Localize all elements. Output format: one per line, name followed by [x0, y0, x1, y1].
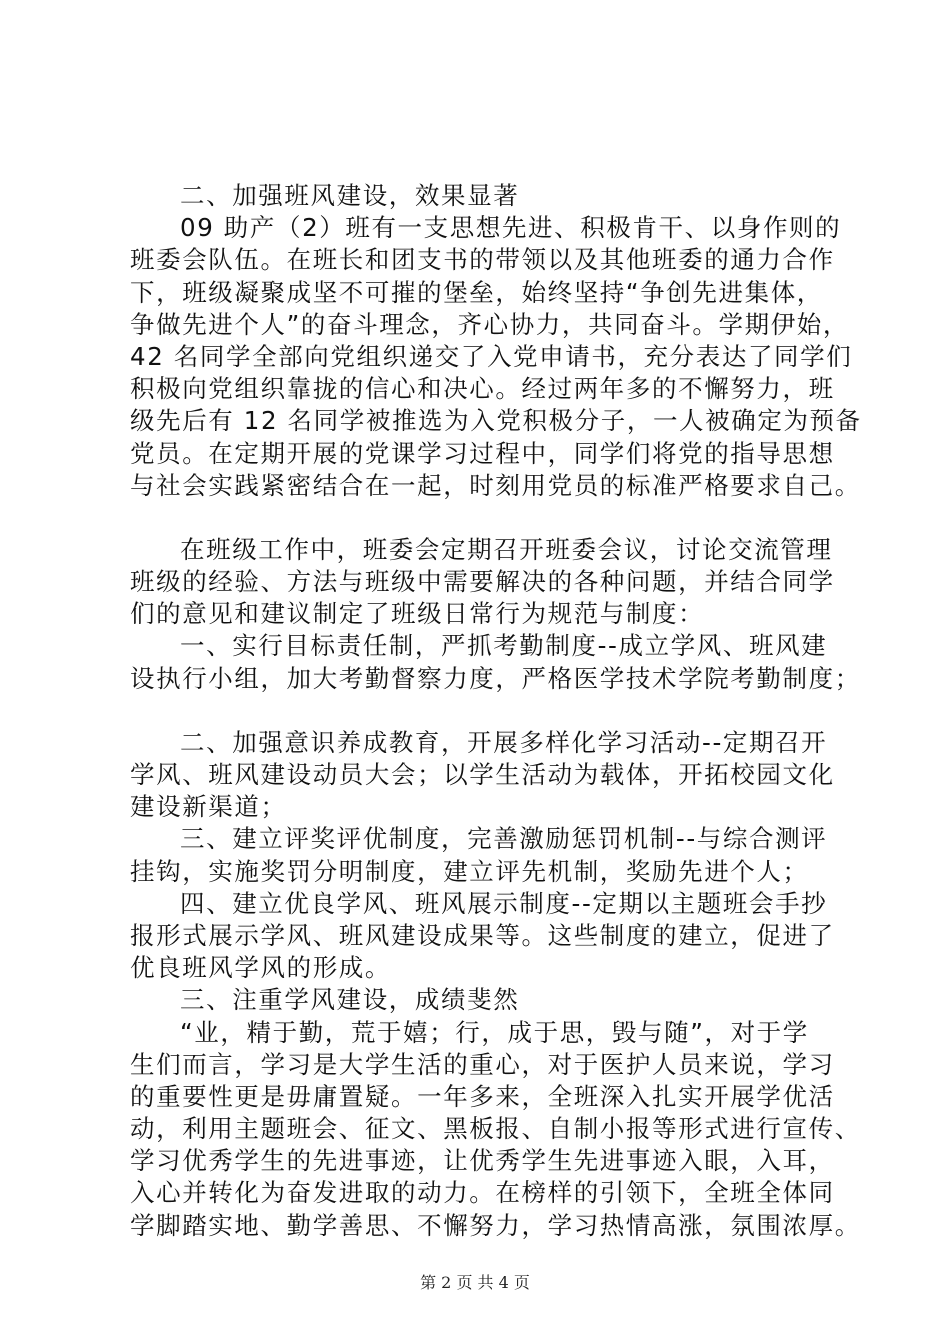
paragraph-line: 班委会队伍。在班长和团支书的带领以及其他班委的通力合作 [130, 245, 835, 275]
paragraph-line: 级先后有 12 名同学被推选为入党积极分子，一人被确定为预备 [130, 406, 862, 436]
paragraph-line: 42 名同学全部向党组织递交了入党申请书，充分表达了同学们 [130, 341, 853, 371]
list-item-line: 建设新渠道； [130, 792, 287, 822]
list-item-line: 设执行小组，加大考勤督察力度，严格医学技术学院考勤制度； [130, 663, 861, 693]
list-item-line: 学风、班风建设动员大会；以学生活动为载体，开拓校园文化 [130, 760, 835, 789]
paragraph-line: “业，精于勤，荒于嬉；行，成于思，毁与随”，对于学 [180, 1017, 809, 1047]
paragraph-line: 动，利用主题班会、征文、黑板报、自制小报等形式进行宣传、 [130, 1114, 861, 1144]
paragraph-line: 争做先进个人”的奋斗理念，齐心协力，共同奋斗。学期伊始， [130, 309, 849, 339]
paragraph-line: 在班级工作中，班委会定期召开班委会议，讨论交流管理 [180, 534, 833, 564]
list-item-line: 二、加强意识养成教育，开展多样化学习活动--定期召开 [180, 727, 828, 757]
paragraph-line: 与社会实践紧密结合在一起，时刻用党员的标准严格要求自己。 [130, 470, 861, 500]
section-heading-class-style: 二、加强班风建设，效果显著 [180, 181, 520, 210]
paragraph-line: 党员。在定期开展的党课学习过程中，同学们将党的指导思想 [130, 438, 835, 468]
list-item-line: 挂钩，实施奖罚分明制度，建立评先机制，奖励先进个人； [130, 856, 809, 886]
page-number-footer: 第 2 页 共 4 页 [420, 1273, 530, 1292]
paragraph-line: 入心并转化为奋发进取的动力。在榜样的引领下，全班全体同 [130, 1178, 835, 1208]
section-heading-study-style: 三、注重学风建设，成绩斐然 [180, 985, 520, 1015]
list-item-line: 四、建立优良学风、班风展示制度--定期以主题班会手抄 [180, 888, 828, 918]
paragraph-line: 们的意见和建议制定了班级日常行为规范与制度： [130, 599, 705, 629]
paragraph-line: 学脚踏实地、勤学善思、不懈努力，学习热情高涨，氛围浓厚。 [130, 1210, 861, 1240]
paragraph-line: 生们而言，学习是大学生活的重心，对于医护人员来说，学习 [130, 1049, 835, 1079]
list-item-line: 报形式展示学风、班风建设成果等。这些制度的建立，促进了 [130, 920, 835, 950]
list-item-line: 三、建立评奖评优制度，完善激励惩罚机制--与综合测评 [180, 824, 828, 854]
paragraph-line: 班级的经验、方法与班级中需要解决的各种问题，并结合同学 [130, 567, 835, 597]
paragraph-line: 学习优秀学生的先进事迹，让优秀学生先进事迹入眼，入耳， [130, 1146, 835, 1176]
list-item-line: 优良班风学风的形成。 [130, 953, 391, 983]
document-body [130, 180, 862, 1242]
list-item-line: 一、实行目标责任制，严抓考勤制度--成立学风、班风建 [180, 631, 828, 661]
paragraph-line: 的重要性更是毋庸置疑。一年多来，全班深入扎实开展学优活 [130, 1081, 835, 1111]
paragraph-line: 09 助产（2）班有一支思想先进、积极肯干、以身作则的 [180, 213, 842, 243]
paragraph-line: 下，班级凝聚成坚不可摧的堡垒，始终坚持“争创先进集体， [130, 277, 823, 307]
paragraph-line: 积极向党组织靠拢的信心和决心。经过两年多的不懈努力，班 [130, 374, 835, 404]
